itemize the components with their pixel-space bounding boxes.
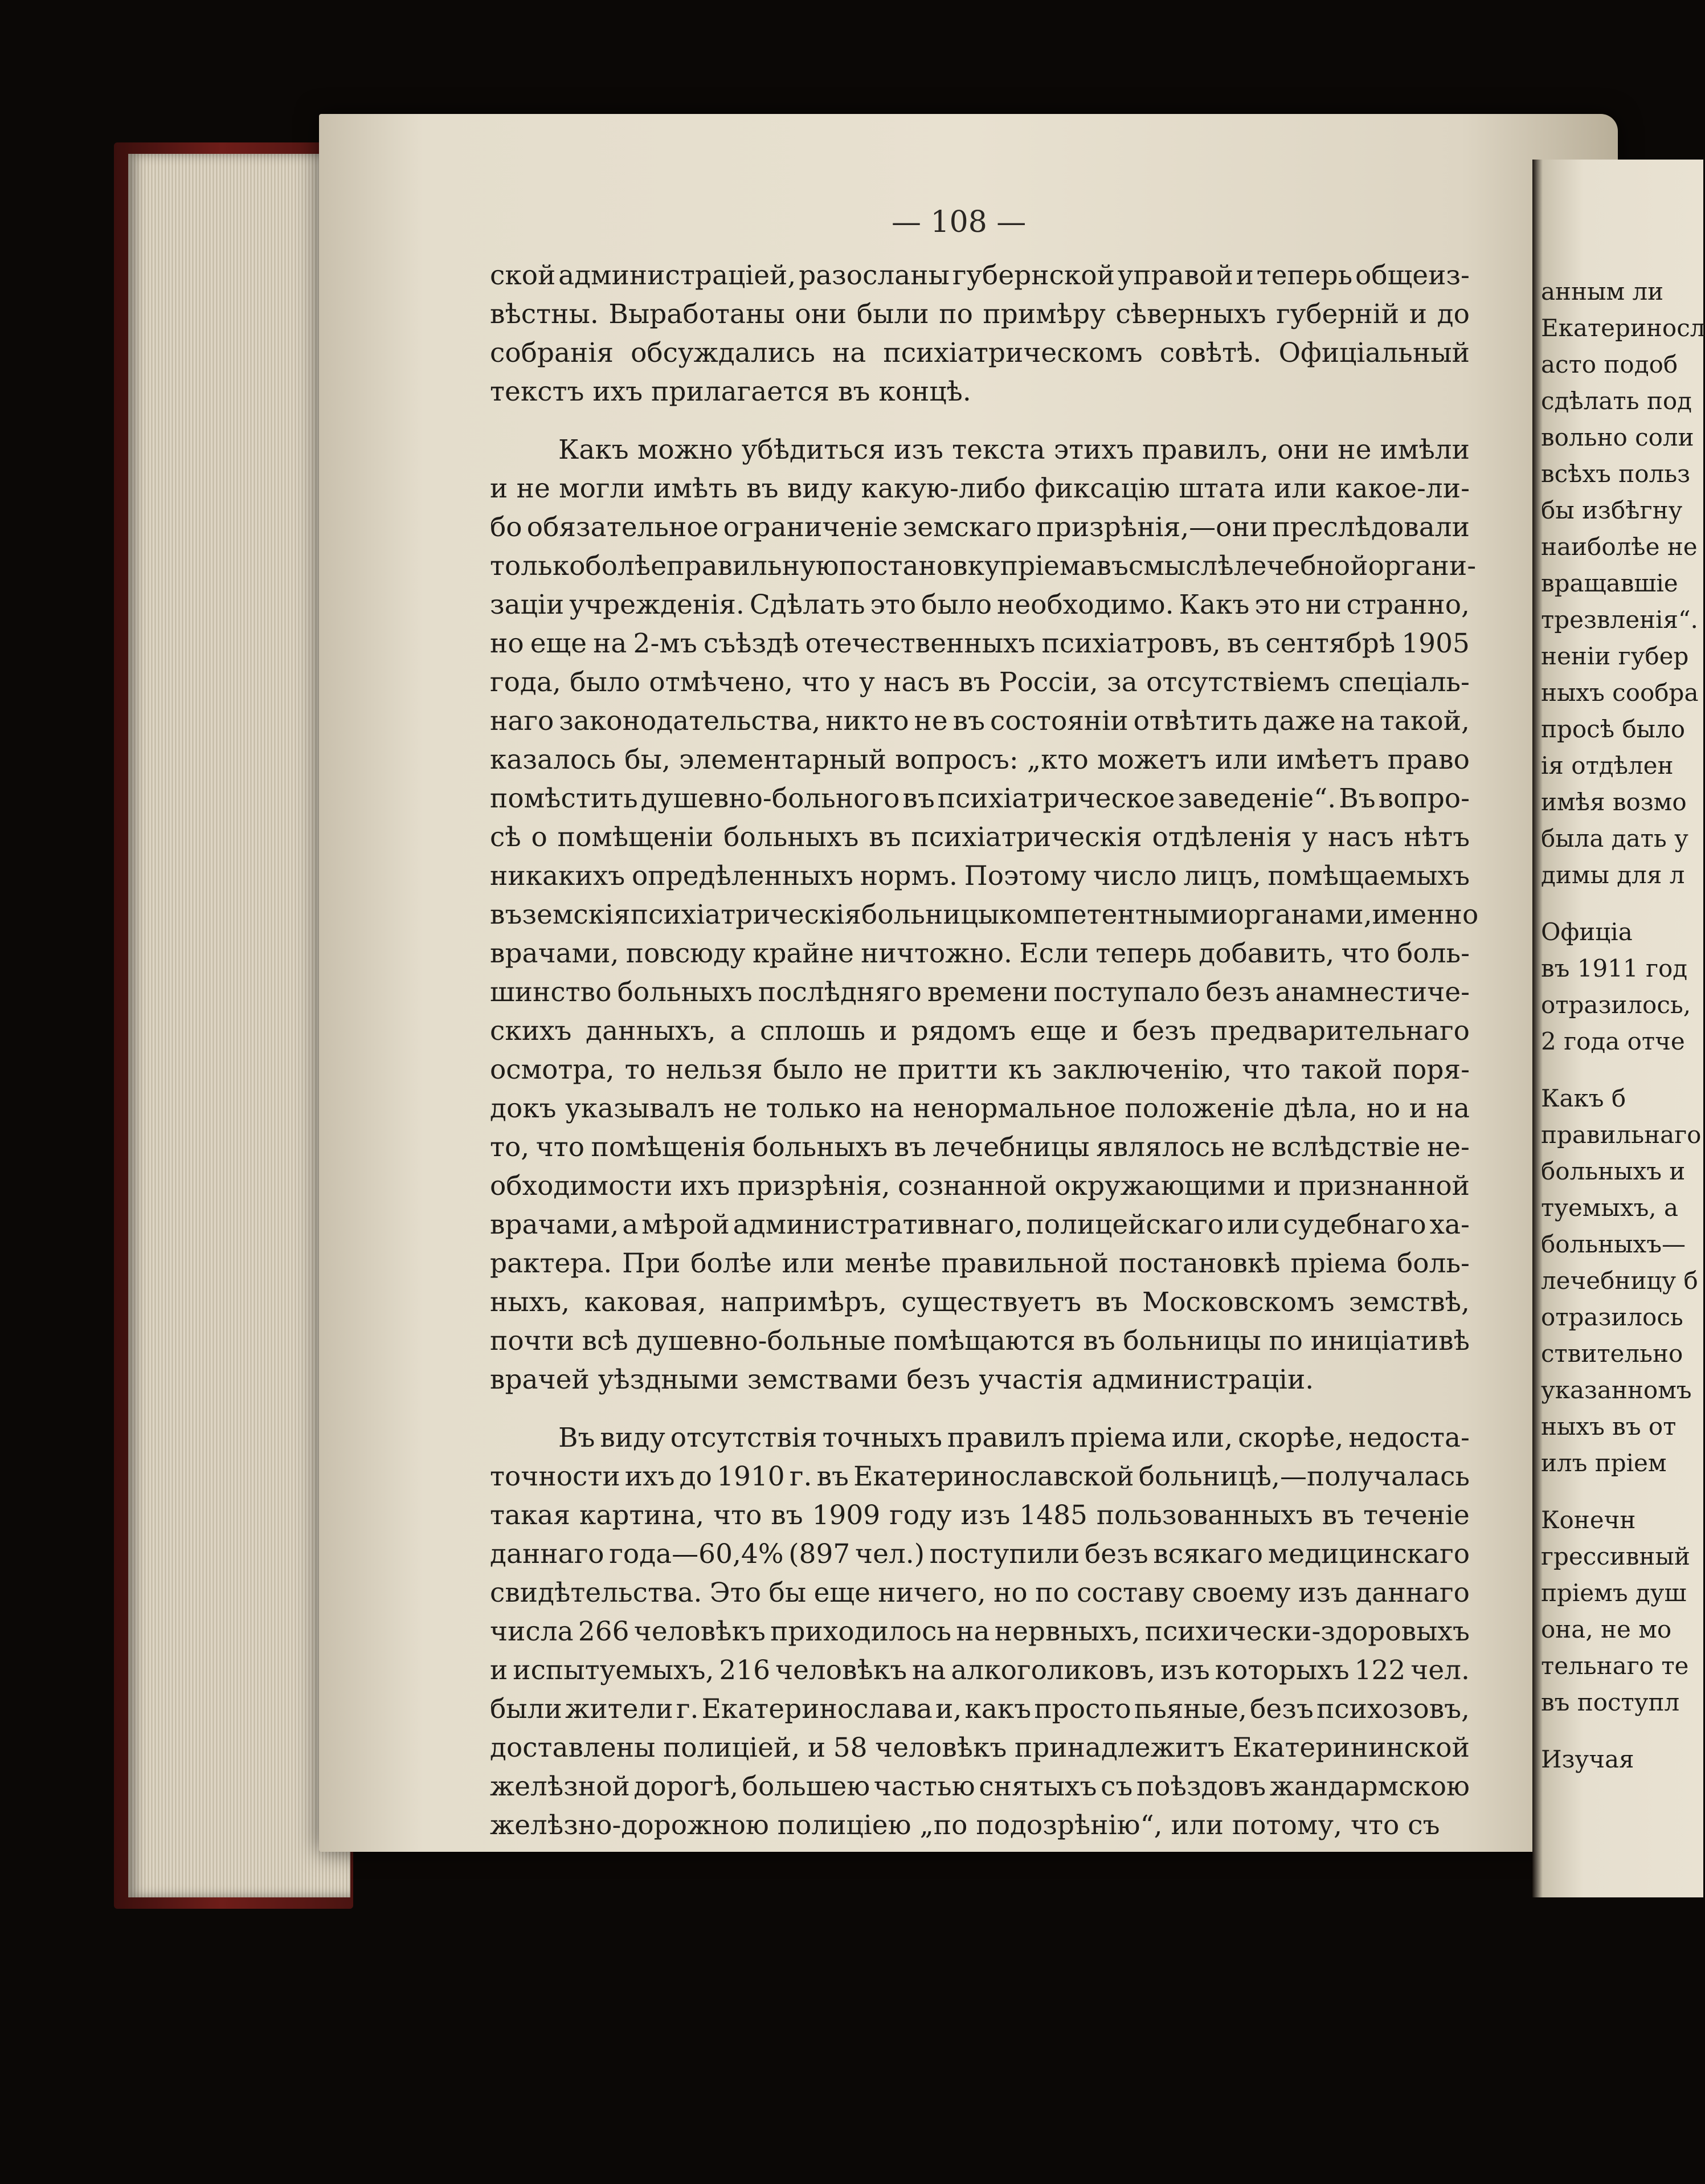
fragment-line: димы для л: [1541, 861, 1685, 889]
text-line: почти всѣ душевно-больные помѣщаются въ больницы по иниціативѣ: [490, 1325, 1470, 1357]
fragment-line: имѣя возмо: [1541, 788, 1687, 816]
text-line: бо обязательное ограниченіе земскаго призрѣнія,—они преслѣдовали: [490, 512, 1470, 543]
text-line: и не могли имѣть въ виду какую-либо фиксацію штата или какое-ли-: [490, 473, 1470, 504]
text-line: но еще на 2-мъ съѣздѣ отечественныхъ психіатровъ, въ сентябрѣ 1905: [490, 628, 1470, 659]
text-line: осмотра, то нельзя было не притти къ заключенію, что такой поря-: [490, 1054, 1470, 1085]
text-line: врачей уѣздными земствами безъ участія администраціи.: [490, 1364, 1314, 1395]
fragment-line: Екатериносл: [1541, 314, 1705, 342]
text-line: помѣстить душевно-больного въ психіатрическое заведеніе“. Въ вопро-: [490, 783, 1470, 814]
text-line: наго законодательства, никто не въ состояніи отвѣтить даже на такой,: [490, 705, 1470, 737]
fragment-line: ныхъ сообра: [1541, 679, 1699, 707]
text-line: желѣзно-дорожною полиціею „по подозрѣнію“, или потому, что съ: [490, 1810, 1440, 1841]
page-body-text: [490, 256, 1479, 1845]
fragment-line: просѣ было: [1541, 715, 1686, 743]
fragment-line: ствительно: [1541, 1340, 1683, 1367]
text-line: врачами, повсюду крайне ничтожно. Если теперь добавить, что боль-: [490, 938, 1470, 969]
text-line: врачами, а мѣрой административнаго, полицейскаго или судебнаго ха-: [490, 1209, 1470, 1240]
fragment-line: неніи губер: [1541, 642, 1689, 670]
fragment-line: илъ пріем: [1541, 1449, 1667, 1477]
text-line: желѣзной дорогѣ, большею частью снятыхъ съ поѣздовъ жандармскою: [490, 1771, 1470, 1802]
text-line: никакихъ опредѣленныхъ нормъ. Поэтому число лицъ, помѣщаемыхъ: [490, 860, 1470, 892]
fragment-line: тельнаго те: [1541, 1652, 1689, 1680]
fragment-line: грессивный: [1541, 1542, 1690, 1570]
fragment-line: вольно соли: [1541, 423, 1694, 451]
fragment-line: Какъ б: [1541, 1084, 1626, 1112]
text-line: Въ виду отсутствія точныхъ правилъ пріема или, скорѣе, недоста-: [558, 1422, 1470, 1454]
text-line: сѣ о помѣщеніи больныхъ въ психіатрическія отдѣленія у насъ нѣтъ: [490, 822, 1470, 853]
fragment-line: бы избѣгну: [1541, 496, 1683, 524]
fragment-line: правильнаго: [1541, 1121, 1702, 1149]
fragment-line: пріемъ душ: [1541, 1579, 1687, 1607]
text-line: заціи учрежденія. Сдѣлать это было необходимо. Какъ это ни странно,: [490, 589, 1470, 620]
text-line: такая картина, что въ 1909 году изъ 1485 пользованныхъ въ теченіе: [490, 1500, 1470, 1531]
fragment-line: Офиціа: [1541, 918, 1633, 946]
text-line: докъ указывалъ не только на ненормальное положеніе дѣла, но и на: [490, 1093, 1470, 1124]
fragment-line: ія отдѣлен: [1541, 752, 1674, 779]
text-line: числа 266 человѣкъ приходилось на нервныхъ, психически-здоровыхъ: [490, 1616, 1470, 1647]
fragment-line: анным ли: [1541, 277, 1664, 305]
text-line: точности ихъ до 1910 г. въ Екатеринославской больницѣ,—получалась: [490, 1461, 1470, 1492]
text-line: даннаго года—60,4% (897 чел.) поступили безъ всякаго медицинскаго: [490, 1538, 1470, 1570]
fragment-line: больныхъ и: [1541, 1157, 1686, 1185]
fragment-line: отразилось: [1541, 1303, 1683, 1331]
text-line: то, что помѣщенія больныхъ въ лечебницы являлось не вслѣдствіе не-: [490, 1132, 1470, 1163]
text-line: были жители г. Екатеринослава и, какъ просто пьяные, безъ психозовъ,: [490, 1693, 1470, 1725]
text-line: рактера. При болѣе или менѣе правильной постановкѣ пріема боль-: [490, 1248, 1470, 1279]
page-edges: [128, 154, 350, 1897]
text-line: собранія обсуждались на психіатрическомъ совѣтѣ. Офиціальный: [490, 337, 1470, 369]
fragment-line: Изучая: [1541, 1745, 1634, 1773]
text-line: свидѣтельства. Это бы еще ничего, но по составу своему изъ даннаго: [490, 1577, 1470, 1609]
text-line: ныхъ, каковая, напримѣръ, существуетъ въ Московскомъ земствѣ,: [490, 1287, 1470, 1318]
text-line: доставлены полиціей, и 58 человѣкъ принадлежитъ Екатерининской: [490, 1732, 1470, 1763]
fragment-line: Конечн: [1541, 1506, 1636, 1534]
text-line: казалось бы, элементарный вопросъ: „кто можетъ или имѣетъ право: [490, 744, 1470, 775]
text-line: въ земскія психіатрическія больницы компетентными органами, именно: [490, 899, 1479, 930]
fragment-line: она, не мо: [1541, 1615, 1672, 1643]
fragment-line: асто подоб: [1541, 350, 1678, 378]
text-line: текстъ ихъ прилагается въ концѣ.: [490, 376, 971, 407]
fragment-line: [1541, 1721, 1675, 1741]
text-line: шинство больныхъ послѣдняго времени поступало безъ анамнестиче-: [490, 977, 1470, 1008]
text-line: ской администраціей, разосланы губернской управой и теперь общеиз-: [490, 260, 1470, 291]
fragment-line: указанномъ: [1541, 1376, 1692, 1404]
page-number: — 108 —: [892, 205, 1027, 239]
text-line: только болѣе правильную постановку пріема въ смыслѣ лечебной органи-: [490, 550, 1477, 582]
fragment-line: лечебницу б: [1541, 1267, 1698, 1295]
paragraph-gap: [490, 411, 1470, 431]
text-line: года, было отмѣчено, что у насъ въ Россіи, за отсутствіемъ спеціаль-: [490, 667, 1470, 698]
fragment-line: [1541, 1481, 1675, 1502]
fragment-line: [1541, 893, 1675, 914]
fragment-line: отразилось,: [1541, 991, 1691, 1019]
fragment-line: въ 1911 год: [1541, 954, 1688, 982]
text-line: вѣстны. Выработаны они были по примѣру сѣверныхъ губерній и до: [490, 299, 1470, 330]
text-line: Какъ можно убѣдиться изъ текста этихъ правилъ, они не имѣли: [558, 434, 1470, 466]
text-line: обходимости ихъ призрѣнія, сознанной окружающими и признанной: [490, 1170, 1470, 1202]
fragment-line: въ поступл: [1541, 1688, 1680, 1716]
text-line: скихъ данныхъ, а сплошь и рядомъ еще и безъ предварительнаго: [490, 1015, 1470, 1047]
fragment-line: 2 года отче: [1541, 1027, 1685, 1055]
fragment-line: ныхъ въ от: [1541, 1413, 1677, 1440]
right-page-fragment: [1541, 273, 1705, 1778]
fragment-line: сдѣлать под: [1541, 387, 1692, 415]
text-line: и испытуемыхъ, 216 человѣкъ на алкоголиковъ, изъ которыхъ 122 чел.: [490, 1655, 1470, 1686]
fragment-line: была дать у: [1541, 824, 1688, 852]
fragment-line: [1541, 1060, 1675, 1080]
paragraph-gap: [490, 1399, 1470, 1419]
fragment-line: наиболѣе не: [1541, 533, 1698, 561]
fragment-line: туемыхъ, а: [1541, 1194, 1679, 1222]
fragment-line: больныхъ—: [1541, 1230, 1686, 1258]
fragment-line: трезвленія“.: [1541, 606, 1698, 634]
fragment-line: всѣхъ польз: [1541, 460, 1690, 488]
fragment-line: вращавшіе: [1541, 569, 1678, 597]
